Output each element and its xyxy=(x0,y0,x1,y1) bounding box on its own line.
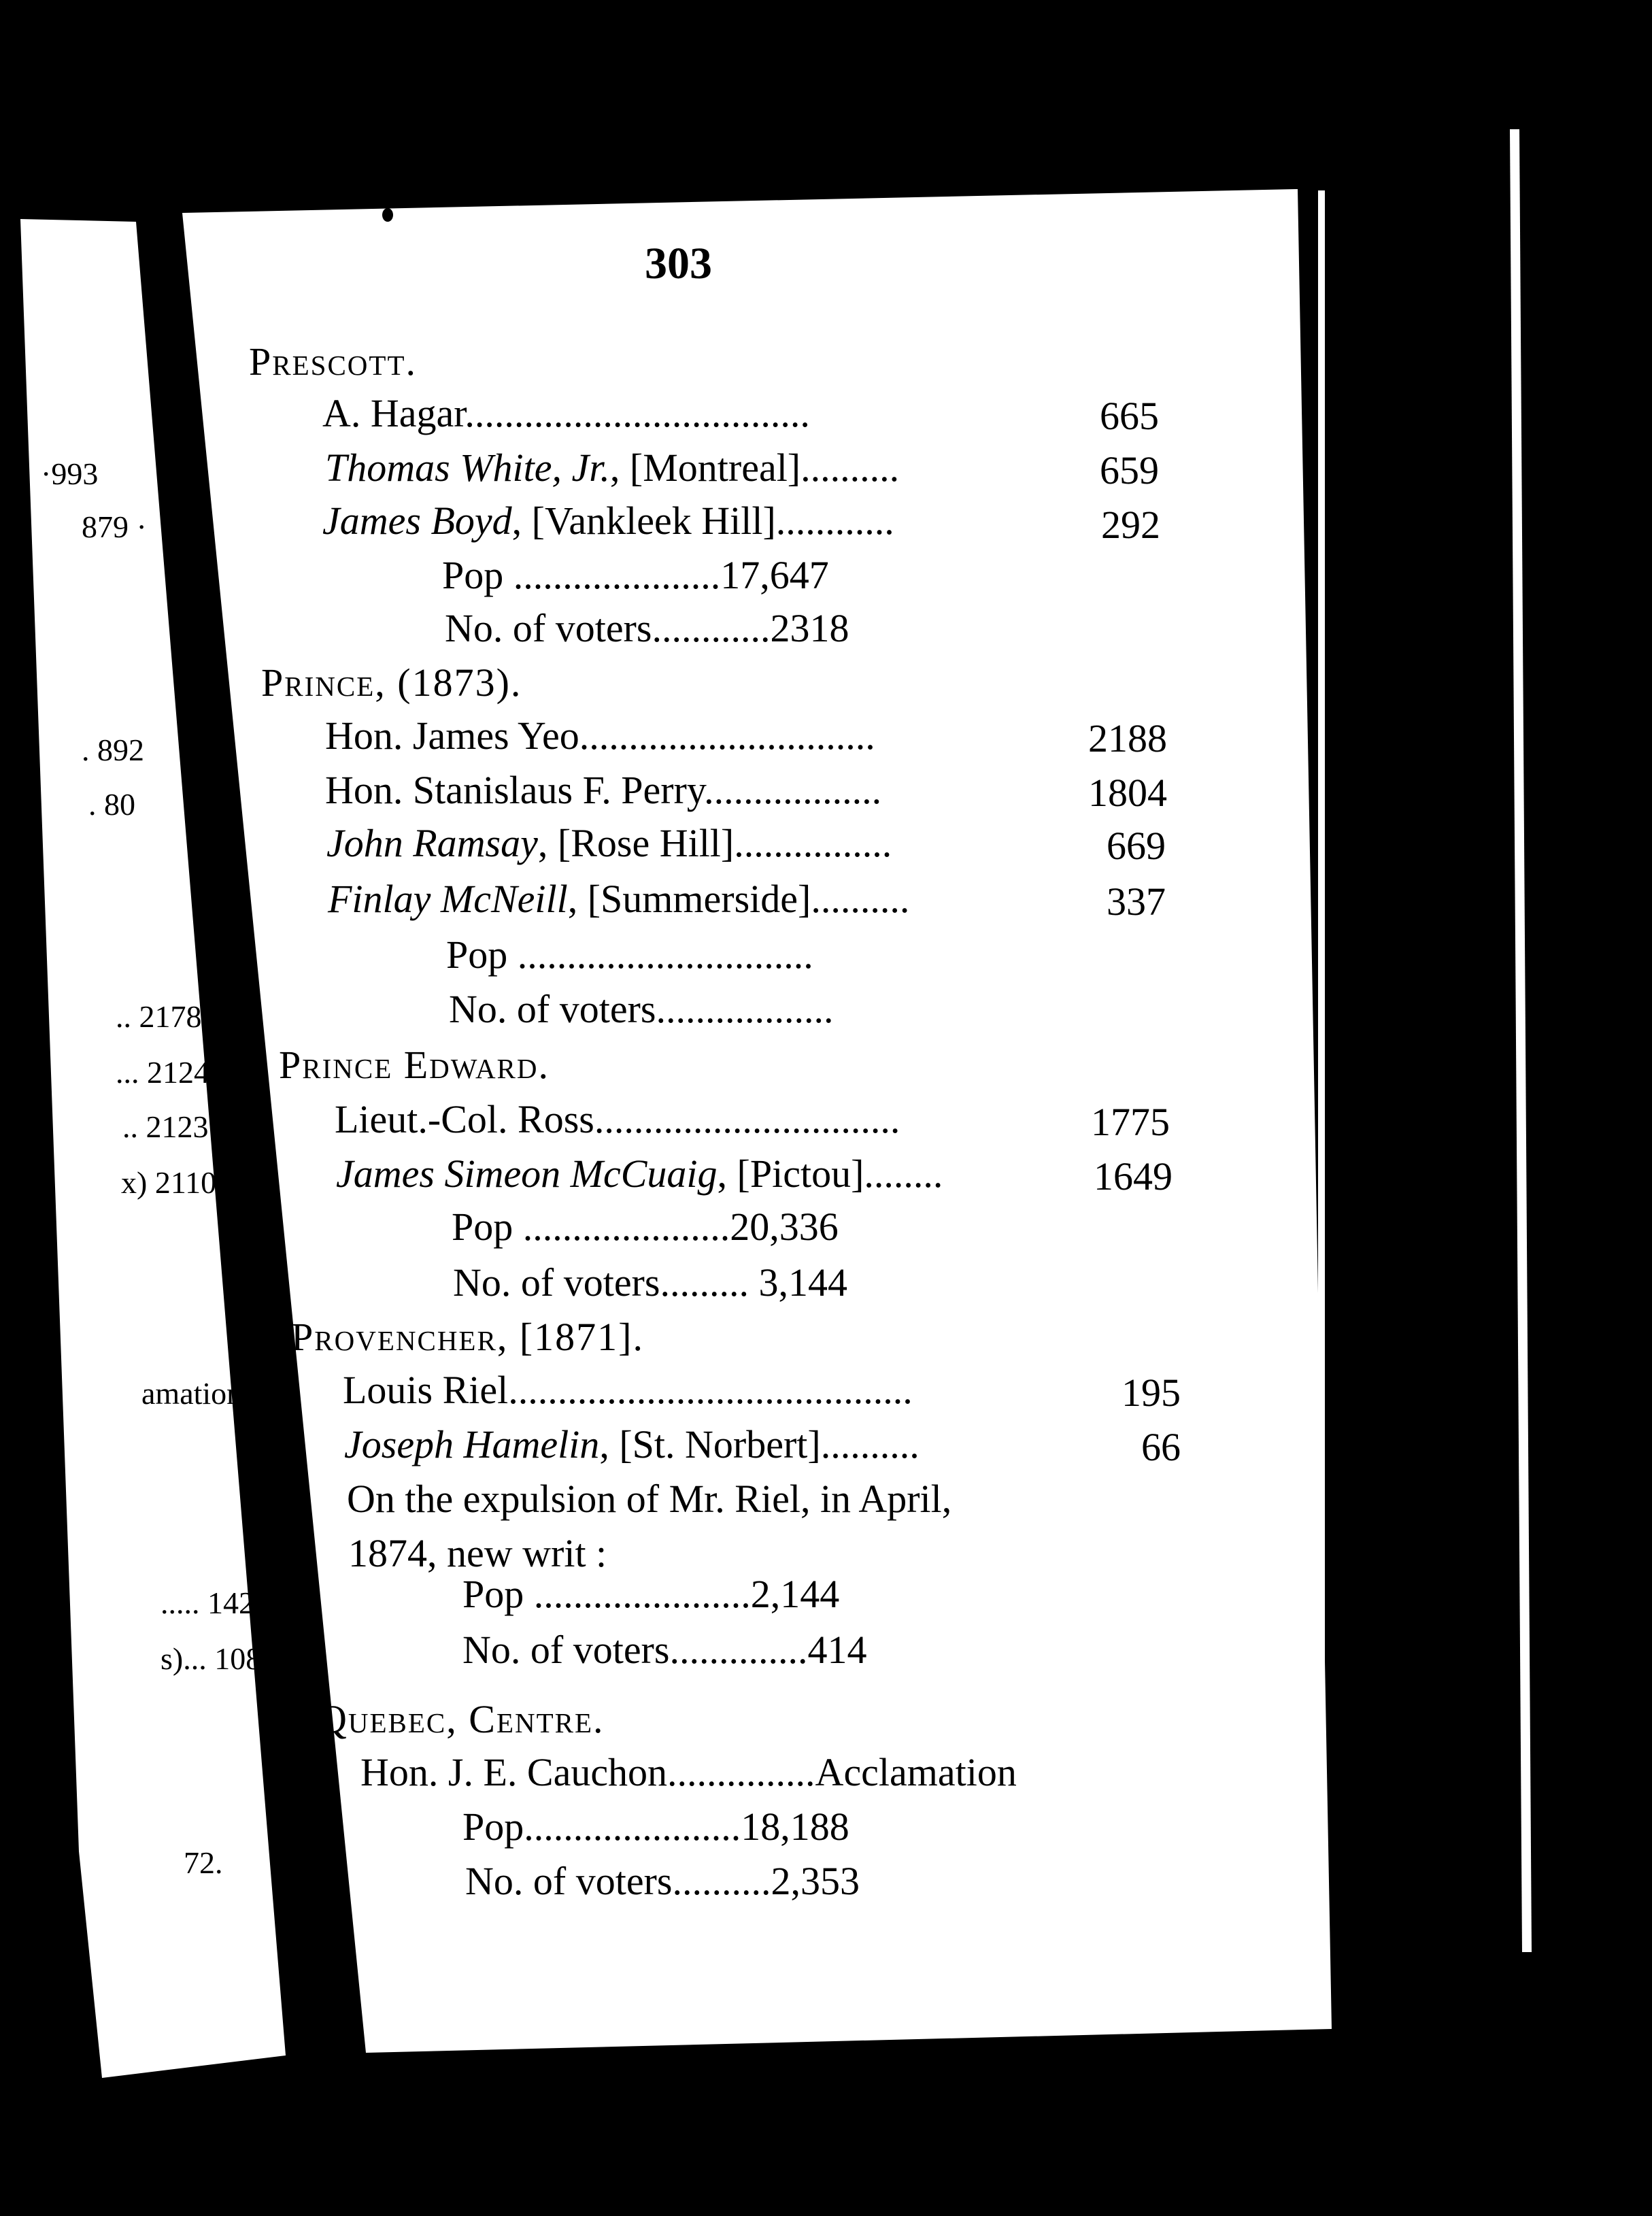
leader-dots: .......... xyxy=(811,877,910,921)
vote-count: 1649 xyxy=(1094,1154,1173,1198)
candidate-entry: Hon. Stanislaus F. Perry.................. xyxy=(325,768,882,812)
voters-line: No. of voters............2318 xyxy=(445,606,849,650)
candidate-entry xyxy=(326,820,892,866)
population-line: Pop .....................17,647 xyxy=(442,553,829,597)
candidate-name: A. Hagar xyxy=(322,391,465,435)
page-number: 303 xyxy=(645,239,712,288)
candidate-place: , [Pictou] xyxy=(717,1152,864,1196)
left-fragment: x) 2110 xyxy=(121,1165,217,1200)
left-fragment: 72. xyxy=(184,1845,223,1880)
note-text: 1874, new writ : xyxy=(348,1531,607,1575)
leader-dots: ........ xyxy=(864,1152,943,1196)
candidate-place: , [Rose Hill] xyxy=(537,821,735,865)
vote-count: 195 xyxy=(1122,1371,1181,1415)
candidate-name: John Ramsay xyxy=(326,821,538,865)
vote-count: 1775 xyxy=(1091,1100,1170,1144)
left-fragment: ... 2124 xyxy=(116,1055,209,1090)
vote-count: 2188 xyxy=(1088,716,1167,760)
vote-count: 659 xyxy=(1100,448,1159,492)
vote-count: 66 xyxy=(1141,1425,1181,1469)
left-fragment: 879 · xyxy=(82,509,147,544)
section-heading-quebec-centre: Quebec, Centre. xyxy=(318,1697,605,1741)
voters-line: No. of voters......... 3,144 xyxy=(453,1260,847,1305)
vote-count: 1804 xyxy=(1088,771,1167,815)
candidate-name: Thomas White, Jr. xyxy=(325,446,610,490)
candidate-place: , [St. Norbert] xyxy=(599,1422,821,1466)
voters-line: No. of voters.................. xyxy=(449,987,834,1031)
leader-dots: .......... xyxy=(800,446,900,490)
section-heading-prescott: Prescott. xyxy=(249,339,417,384)
voters-line: No. of voters..........2,353 xyxy=(465,1859,860,1903)
candidate-entry xyxy=(322,498,894,543)
candidate-place: , [Montreal] xyxy=(609,446,801,490)
left-fragment: . 80 xyxy=(88,787,135,822)
left-fragment: ..... 142 xyxy=(161,1585,254,1620)
population-line: Pop......................18,188 xyxy=(462,1804,849,1849)
vote-count: 669 xyxy=(1107,824,1166,868)
candidate-place: , [Summerside] xyxy=(567,877,811,921)
candidate-entry: Hon. James Yeo.............................. xyxy=(325,714,875,758)
candidate-entry xyxy=(328,876,909,922)
left-fragment: amation xyxy=(141,1376,243,1411)
note-text: On the expulsion of Mr. Riel, in April, xyxy=(347,1477,952,1521)
vote-count: 292 xyxy=(1101,503,1160,547)
population-line: Pop .....................20,336 xyxy=(452,1205,839,1249)
vote-count: 337 xyxy=(1107,879,1166,924)
left-fragment: . 892 xyxy=(82,733,144,767)
candidate-entry xyxy=(344,1422,920,1467)
leader-dots: ............ xyxy=(775,499,894,543)
candidate-entry xyxy=(336,1151,943,1196)
leader-dots: ................ xyxy=(734,821,892,865)
candidate-name: Finlay McNeill xyxy=(328,877,568,921)
candidate-entry: Lieut.-Col. Ross............................... xyxy=(335,1097,900,1141)
left-fragment: ·993 xyxy=(41,456,99,491)
candidate-name: James Boyd xyxy=(322,499,512,543)
candidate-entry: Louis Riel......................................... xyxy=(343,1368,913,1412)
left-fragment: .. 2178 xyxy=(116,999,202,1034)
ink-spot xyxy=(382,208,393,222)
voters-line: No. of voters..............414 xyxy=(462,1628,867,1672)
population-line: Pop .............................. xyxy=(446,933,813,977)
candidate-entry: Hon. J. E. Cauchon...............Acclamation xyxy=(360,1750,1017,1794)
leader-dots: ................................... xyxy=(465,391,810,435)
vote-count: 665 xyxy=(1100,394,1159,438)
leader-dots: .......... xyxy=(820,1422,920,1466)
candidate-place: , [Vankleek Hill] xyxy=(511,499,776,543)
section-heading-prince: Prince, (1873). xyxy=(261,660,522,705)
candidate-entry xyxy=(322,390,810,436)
candidate-entry xyxy=(325,445,899,490)
population-line: Pop ......................2,144 xyxy=(462,1572,840,1616)
left-fragment: .. 2123 xyxy=(122,1109,209,1144)
following-page-edge xyxy=(1510,129,1532,1952)
left-fragment: s)... 108 xyxy=(161,1641,262,1676)
candidate-name: James Simeon McCuaig xyxy=(336,1152,718,1196)
section-heading-provencher: Provencher, [1871]. xyxy=(291,1315,644,1359)
section-heading-prince-edward: Prince Edward. xyxy=(279,1043,550,1087)
candidate-name: Joseph Hamelin xyxy=(344,1422,600,1466)
